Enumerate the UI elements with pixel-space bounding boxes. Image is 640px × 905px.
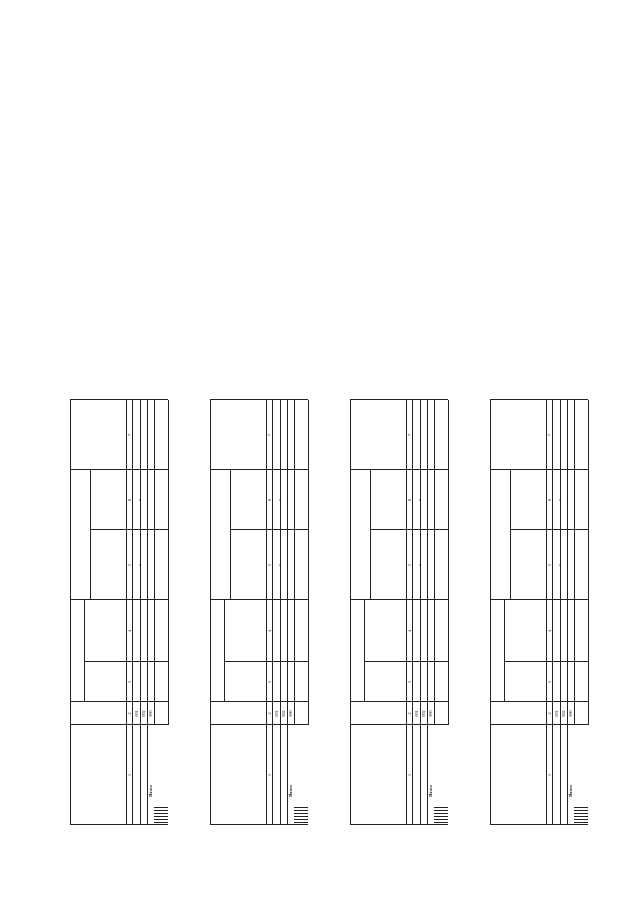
column-4-header (224, 600, 266, 662)
row-rule (552, 400, 553, 825)
column-number: 5 (546, 563, 552, 567)
column-number: 7 (126, 433, 132, 437)
column-number: 5 (266, 563, 272, 567)
column-number: 5 (126, 563, 132, 567)
code-column-header (210, 702, 266, 725)
x-mark: x (137, 498, 142, 502)
row-rule (272, 400, 273, 825)
column-number: 7 (266, 433, 272, 437)
column-3-header (224, 662, 266, 702)
column-number: 4 (126, 629, 132, 633)
column-number: 6 (266, 498, 272, 502)
row-rule (140, 400, 141, 825)
row-code: 001 (133, 710, 139, 717)
row-code: 002 (421, 710, 426, 717)
row-code: 001 (273, 710, 279, 717)
x-mark: x (417, 498, 422, 502)
column-7-header (350, 400, 406, 470)
itogo-label: Итого (568, 785, 573, 797)
column-7-header (70, 400, 126, 470)
column-6-header (90, 470, 126, 530)
x-mark: x (277, 563, 282, 567)
indicators-group-header (490, 600, 504, 702)
scan-hatch (434, 816, 448, 817)
unit-indicators-group-header (70, 470, 90, 600)
scan-hatch (154, 822, 168, 823)
table-border-bottom (448, 400, 449, 725)
scan-hatch (574, 807, 588, 808)
region-column-header (350, 725, 406, 825)
column-number: 6 (546, 498, 552, 502)
scan-hatch (154, 810, 168, 811)
column-7-header (210, 400, 266, 470)
scan-hatch (294, 810, 308, 811)
scan-hatch (574, 816, 588, 817)
row-code: 002 (141, 710, 146, 717)
column-5-formula (370, 530, 406, 600)
row-code: 002 (281, 710, 286, 717)
column-3-header (504, 662, 546, 702)
row-rule (420, 400, 421, 825)
total-code: 900 (568, 710, 573, 717)
scan-hatch (434, 822, 448, 823)
column-number: 7 (406, 433, 412, 437)
scan-hatch (574, 822, 588, 823)
code-column-header (70, 702, 126, 725)
column-number: 1 (266, 773, 272, 777)
unit-indicators-group-header (350, 470, 370, 600)
indicators-group-header (350, 600, 364, 702)
table-border-bottom (308, 400, 309, 725)
scan-hatch (294, 813, 308, 814)
indicators-group-header (210, 600, 224, 702)
column-6-header (510, 470, 546, 530)
column-number: 4 (266, 629, 272, 633)
row-code: 001 (413, 710, 419, 717)
scan-hatch (294, 822, 308, 823)
region-column-header (70, 725, 126, 825)
column-4-header (84, 600, 126, 662)
itogo-label: Итого (148, 785, 153, 797)
scan-hatch (574, 813, 588, 814)
x-mark: x (557, 498, 562, 502)
itogo-label: Итого (288, 785, 293, 797)
row-rule (132, 400, 133, 825)
column-number: 2 (266, 712, 272, 715)
scan-hatch (294, 819, 308, 820)
column-4-header (504, 600, 546, 662)
column-number: 6 (406, 498, 412, 502)
scan-hatch (154, 807, 168, 808)
row-code: 002 (561, 710, 566, 717)
scan-hatch (154, 816, 168, 817)
unit-indicators-group-header (490, 470, 510, 600)
column-7-header (490, 400, 546, 470)
column-number: 3 (126, 680, 132, 684)
scan-hatch (154, 813, 168, 814)
region-column-header (210, 725, 266, 825)
x-mark: x (557, 563, 562, 567)
total-code: 900 (288, 710, 293, 717)
column-3-header (364, 662, 406, 702)
column-number: 3 (266, 680, 272, 684)
scan-hatch (574, 810, 588, 811)
column-number: 6 (126, 498, 132, 502)
column-4-header (364, 600, 406, 662)
column-5-formula (230, 530, 266, 600)
column-6-header (230, 470, 266, 530)
total-rule (154, 400, 155, 725)
total-rule (294, 400, 295, 725)
column-5-formula (90, 530, 126, 600)
table-border-bottom (168, 400, 169, 725)
row-rule (280, 400, 281, 825)
total-code: 900 (148, 710, 153, 717)
column-number: 7 (546, 433, 552, 437)
row-rule (412, 400, 413, 825)
scan-hatch (434, 810, 448, 811)
unit-indicators-group-header (210, 470, 230, 600)
column-number: 3 (406, 680, 412, 684)
total-rule (434, 400, 435, 725)
column-number: 3 (546, 680, 552, 684)
total-rule (574, 400, 575, 725)
column-6-header (370, 470, 406, 530)
code-column-header (490, 702, 546, 725)
column-number: 1 (546, 773, 552, 777)
code-column-header (350, 702, 406, 725)
scan-hatch (154, 819, 168, 820)
scan-hatch (294, 816, 308, 817)
column-number: 2 (406, 712, 412, 715)
scan-hatch (434, 807, 448, 808)
scan-hatch (434, 813, 448, 814)
column-number: 1 (126, 773, 132, 777)
indicators-group-header (70, 600, 84, 702)
column-number: 4 (546, 629, 552, 633)
column-number: 1 (406, 773, 412, 777)
column-3-header (84, 662, 126, 702)
total-code: 900 (428, 710, 433, 717)
x-mark: x (417, 563, 422, 567)
x-mark: x (277, 498, 282, 502)
column-5-formula (510, 530, 546, 600)
row-rule (560, 400, 561, 825)
table-border-bottom (588, 400, 589, 725)
x-mark: x (137, 563, 142, 567)
scan-hatch (434, 819, 448, 820)
itogo-label: Итого (428, 785, 433, 797)
row-code: 001 (553, 710, 559, 717)
region-column-header (490, 725, 546, 825)
scan-hatch (574, 819, 588, 820)
column-number: 5 (406, 563, 412, 567)
column-number: 2 (126, 712, 132, 715)
column-number: 2 (546, 712, 552, 715)
scan-hatch (294, 807, 308, 808)
column-number: 4 (406, 629, 412, 633)
